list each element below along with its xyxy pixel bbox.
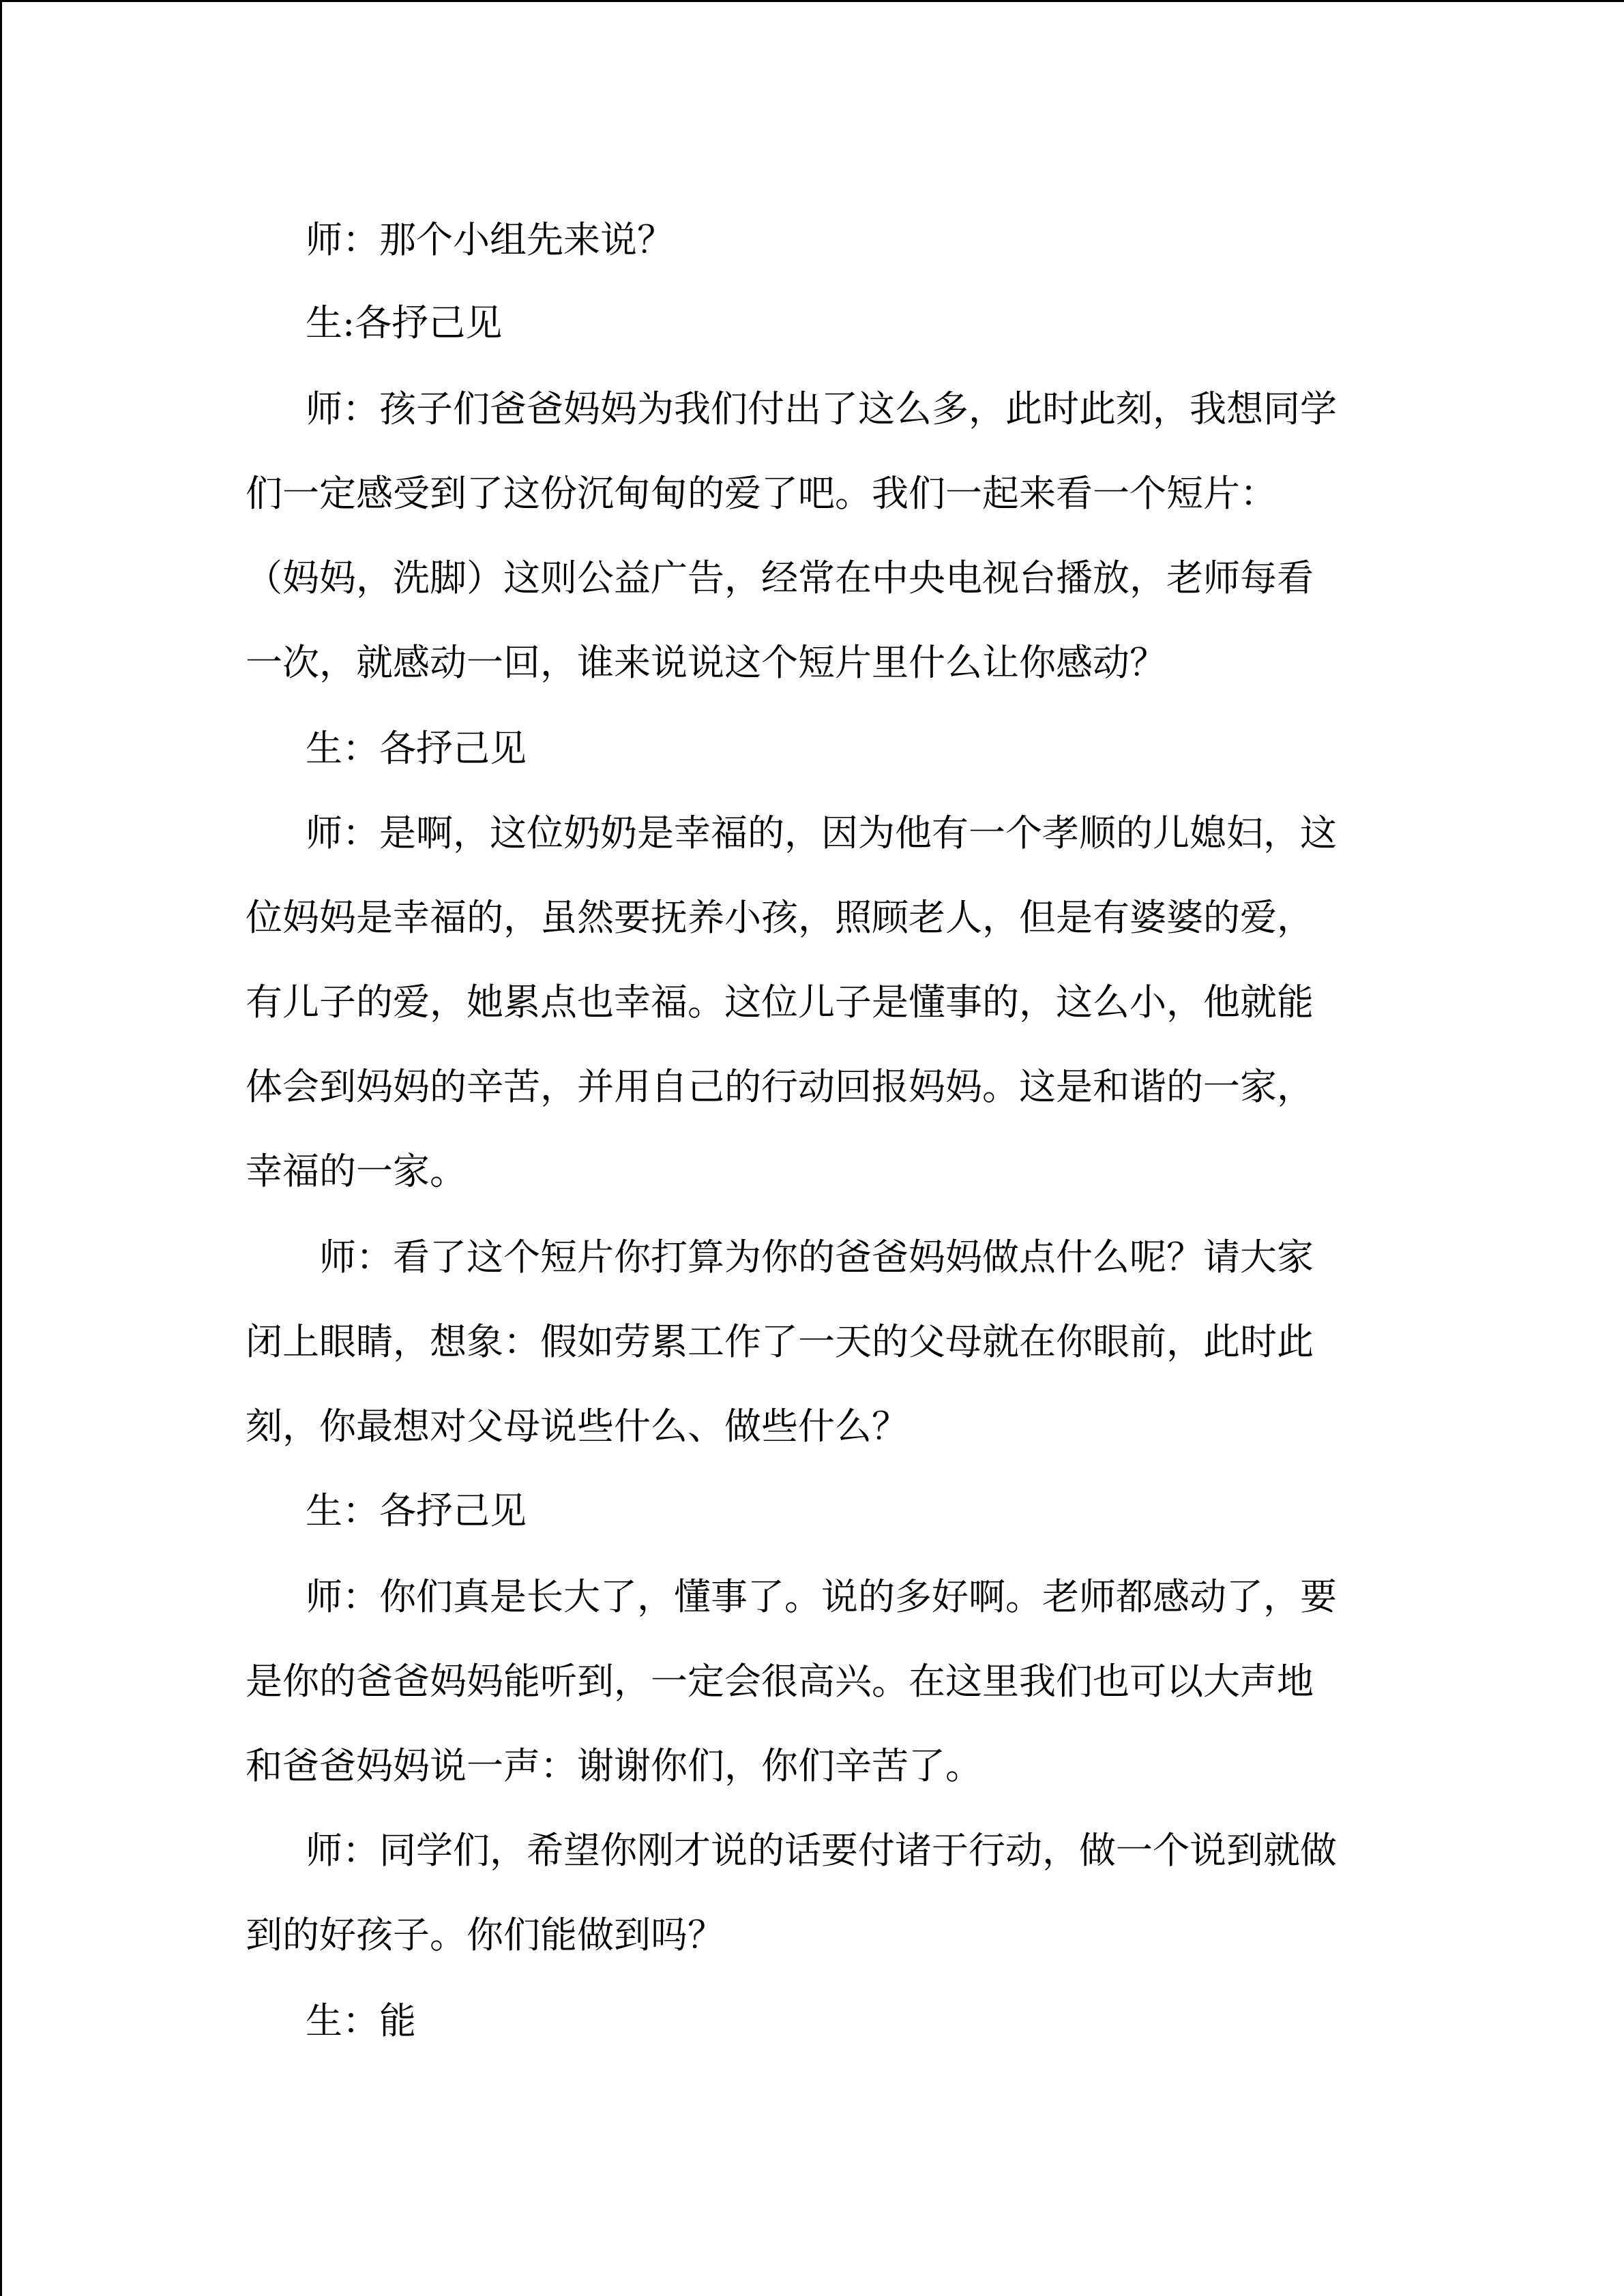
- paragraph-line: 们一定感受到了这份沉甸甸的爱了吧。我们一起来看一个短片：: [246, 472, 1277, 515]
- paragraph-line: 师：看了这个短片你打算为你的爸爸妈妈做点什么呢？请大家: [319, 1236, 1314, 1279]
- paragraph-line: 闭上眼睛，想象：假如劳累工作了一天的父母就在你眼前，此时此: [246, 1320, 1314, 1363]
- paragraph-line: 幸福的一家。: [246, 1150, 467, 1193]
- paragraph-line: 生：能: [306, 1999, 416, 2042]
- paragraph-line: 师：你们真是长大了，懂事了。说的多好啊。老师都感动了，要: [306, 1575, 1337, 1618]
- paragraph-line: 生:各抒己见: [306, 301, 503, 344]
- paragraph-line: 一次，就感动一回，谁来说说这个短片里什么让你感动？: [246, 641, 1166, 684]
- paragraph-line: 师：同学们，希望你刚才说的话要付诸于行动，做一个说到就做: [306, 1829, 1337, 1872]
- paragraph-line: 生：各抒己见: [306, 727, 527, 770]
- paragraph-line: 师：那个小组先来说？: [306, 218, 674, 261]
- paragraph-line: 位妈妈是幸福的，虽然要抚养小孩，照顾老人，但是有婆婆的爱，: [246, 896, 1314, 939]
- paragraph-line: 师：是啊，这位奶奶是幸福的，因为他有一个孝顺的儿媳妇，这: [306, 811, 1337, 854]
- paragraph-line: 到的好孩子。你们能做到吗？: [246, 1913, 724, 1956]
- paragraph-line: 体会到妈妈的辛苦，并用自己的行动回报妈妈。这是和谐的一家，: [246, 1065, 1314, 1108]
- paragraph-line: 和爸爸妈妈说一声：谢谢你们，你们辛苦了。: [246, 1744, 982, 1787]
- paragraph-line: （妈妈，洗脚）这则公益广告，经常在中央电视台播放，老师每看: [246, 556, 1314, 599]
- paragraph-line: 生：各抒己见: [306, 1489, 527, 1532]
- paragraph-line: 有儿子的爱，她累点也幸福。这位儿子是懂事的，这么小，他就能: [246, 981, 1314, 1024]
- paragraph-line: 刻，你最想对父母说些什么、做些什么？: [246, 1405, 909, 1448]
- paragraph-line: 是你的爸爸妈妈能听到，一定会很高兴。在这里我们也可以大声地: [246, 1660, 1314, 1703]
- paragraph-line: 师：孩子们爸爸妈妈为我们付出了这么多，此时此刻，我想同学: [306, 387, 1337, 430]
